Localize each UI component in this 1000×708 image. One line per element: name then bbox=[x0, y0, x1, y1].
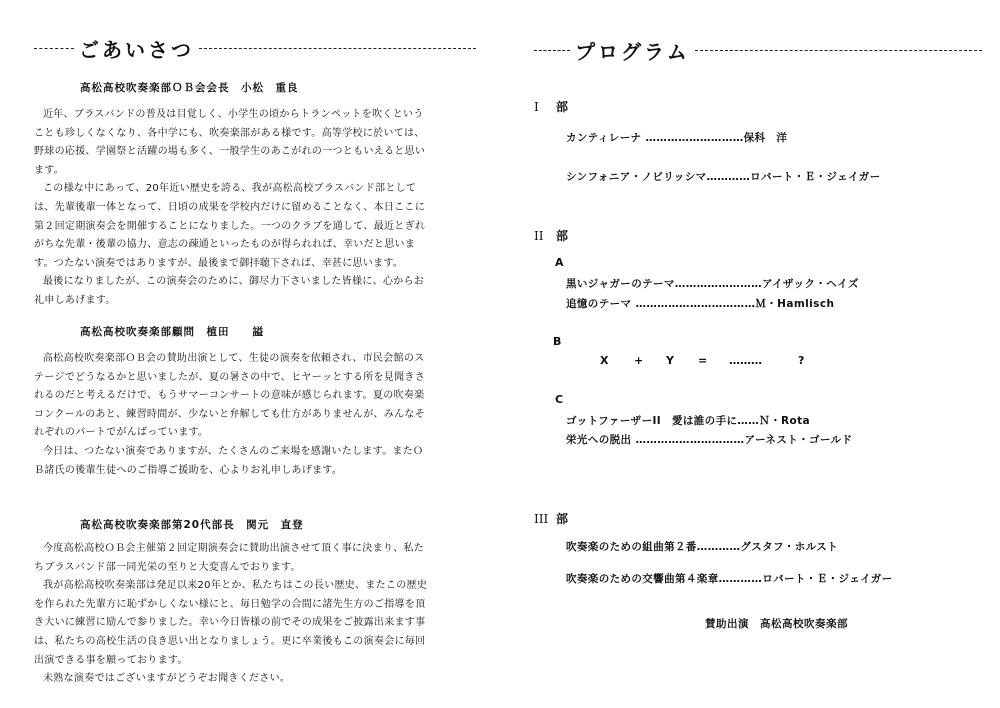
greeting-2-body bbox=[34, 350, 430, 480]
heading-dash-right bbox=[695, 50, 982, 51]
formula-y: Y bbox=[666, 354, 674, 367]
greeting-heading bbox=[34, 34, 476, 63]
greeting-1-title: 高松高校吹奏楽部ＯＢ会会長 小松 重良 bbox=[80, 82, 299, 94]
greeting-2-title: 高松高校吹奏楽部顧問 植田 謚 bbox=[80, 326, 264, 338]
program-item: 吹奏楽のための交響曲第４楽章…………ロバート・Ｅ・ジェイガー bbox=[566, 573, 893, 585]
greeting-1-paragraph: この様な中にあって、20年近い歴史を誇る、我が高松高校ブラスバンド部としては、先輩後輩一体となって、日頃の成果を学校内だけに留めることなく、本日ここに第２回定期演奏会を開催することになりました。一つのクラブを通して、最近とぎれがちな先輩・後輩の協力、意志の疎通といったものが得られれば、幸いだと思います。つたない演奏ではありますが、最後まで御拝聴下されば、幸甚に思います。 bbox=[34, 183, 426, 269]
heading-dash-left bbox=[34, 48, 74, 49]
greeting-2-paragraph: 今日は、つたない演奏でありますが、たくさんのご来場を感謝いたします。またＯＢ諸氏の後輩生徒へのご指導ご援助を、心よりお礼申しあげます。 bbox=[34, 445, 424, 476]
program-item: 吹奏楽のための組曲第２番…………グスタフ・ホルスト bbox=[566, 541, 839, 553]
greeting-1-body bbox=[34, 106, 430, 311]
greeting-3-paragraph: 我が高松高校吹奏楽部は発足以来20年とか、私たちはこの長い歴史、またこの歴史を作られた先輩方に恥ずかしくない様にと、毎日勉学の合間に諸先生方のご指導を頂き大いに練習に励んで参りました。幸い今日皆様の前でその成果をご披露出来ます事は、私たちの高校生活の良き思い出となりましょう。更に卒業後もこの演奏会に毎回出演できる事を願っております。 bbox=[34, 580, 428, 666]
part-1-text: 部 bbox=[556, 100, 569, 114]
greeting-2-paragraph: 高松高校吹奏楽部ＯＢ会の賛助出演として、生徒の演奏を依頼され、市民会館のステージでどうなるかと思いましたが、夏の暑さの中で、ヒヤーッとする所を見聞きされるのだと考えるだけで、もうサマーコンサートの意味が感じられます。夏の吹奏楽コンクールのあと、練習時間が、少ないと弁解しても仕方がありませんが、みんなそれぞれのパートでがんばっています。 bbox=[34, 353, 425, 439]
program-item: シンフォニア・ノビリッシマ…………ロバート・Ｅ・ジェイガー bbox=[566, 171, 881, 183]
part-2-label bbox=[534, 227, 568, 244]
part-2-numeral: II bbox=[534, 229, 544, 243]
part-1-numeral: I bbox=[534, 100, 539, 114]
section-c-label: C bbox=[555, 393, 564, 406]
section-b-label: B bbox=[553, 335, 562, 348]
part-2-text: 部 bbox=[556, 229, 569, 243]
formula-question: ? bbox=[798, 354, 805, 367]
part-3-label bbox=[534, 510, 568, 527]
program-item: 栄光への脱出 …………………………アーネスト・ゴールド bbox=[566, 434, 853, 446]
heading-dash-left bbox=[534, 50, 570, 51]
greeting-3-paragraph: 今度高松高校ＯＢ会主催第２回定期演奏会に賛助出演させて頂く事に決まり、私たちブラスバンド部一同光栄の至りと大変喜んでおります。 bbox=[34, 543, 425, 573]
formula-dots: ……… bbox=[729, 354, 762, 367]
program-item: カンティレーナ ………………………保科 洋 bbox=[566, 132, 788, 144]
greeting-3-paragraph: 未熟な演奏ではございますがどうぞお聞きください。 bbox=[43, 673, 291, 685]
heading-dash-right bbox=[199, 48, 476, 49]
greeting-1-paragraph: 最後になりましたが、この演奏会のために、御尽力下さいました皆様に、心からお礼申しあげます。 bbox=[34, 276, 425, 306]
program-heading bbox=[534, 36, 982, 65]
formula-equals: = bbox=[698, 354, 708, 367]
part-3-text: 部 bbox=[556, 512, 569, 526]
formula-x: X bbox=[600, 354, 609, 367]
greeting-1-paragraph: 近年、ブラスバンドの普及は目覚しく、小学生の頃からトランペットを吹くということも珍しくなくなり、各中学にも、吹奏楽部がある様です。高等学校に於いては、野球の応援、学園祭と活躍の場も多く、一般学生のあこがれの一つともいえると思います。 bbox=[34, 109, 426, 176]
program-heading-text: プログラム bbox=[575, 40, 690, 64]
section-a-label: A bbox=[555, 256, 564, 269]
part-1-label bbox=[534, 98, 568, 115]
part-3-numeral: III bbox=[534, 512, 549, 526]
program-item: ゴットファーザーII 愛は誰の手に……Ｎ・Rota bbox=[566, 415, 810, 427]
program-item: 黒いジャガーのテーマ……………………アイザック・ヘイズ bbox=[566, 278, 859, 290]
greeting-3-body bbox=[34, 540, 430, 689]
program-item: 追憶のテーマ ……………………………Ｍ・Hamlisch bbox=[566, 298, 835, 310]
greeting-heading-text: ごあいさつ bbox=[79, 38, 194, 62]
sponsor-credit: 賛助出演 高松高校吹奏楽部 bbox=[705, 618, 848, 630]
greeting-3-title: 高松高校吹奏楽部第20代部長 関元 直登 bbox=[80, 519, 304, 531]
formula-plus: + bbox=[634, 354, 644, 367]
